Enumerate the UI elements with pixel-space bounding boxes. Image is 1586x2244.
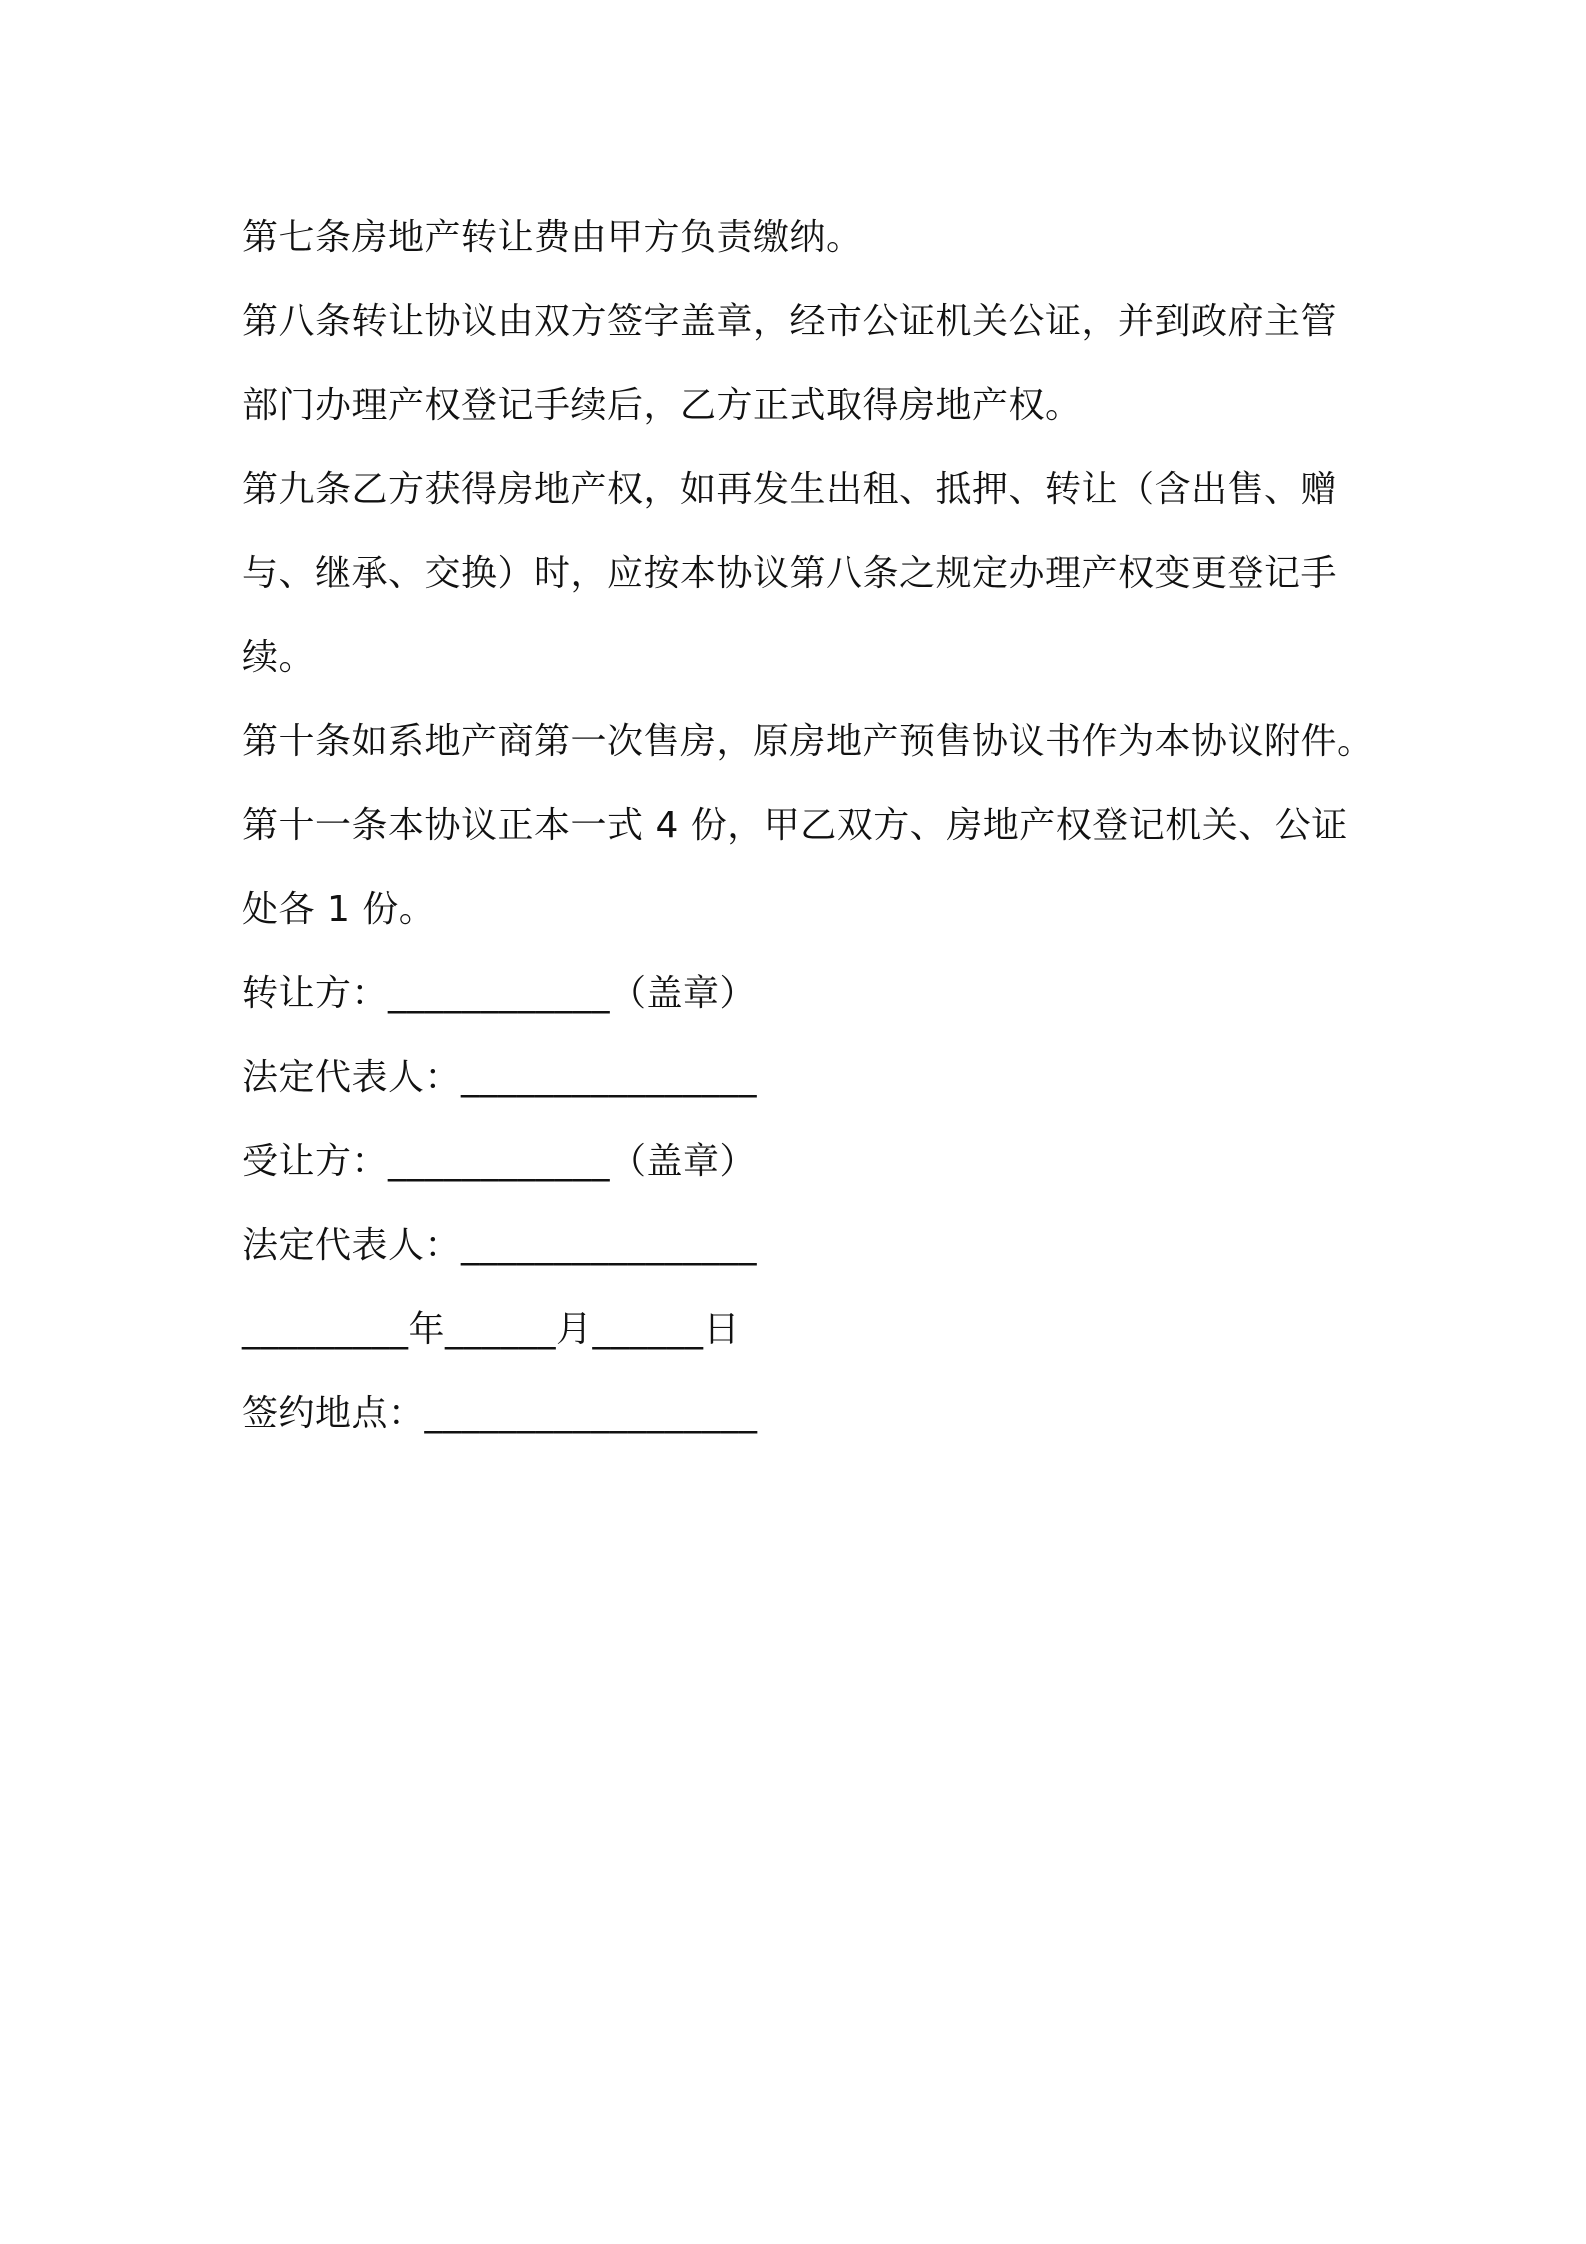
transferor-legal-rep-field: 法定代表人：________________ <box>242 1057 758 1098</box>
article-7 <box>242 196 1382 280</box>
article-11-line: 第十一条本协议正本一式 4 份，甲乙双方、房地产权登记机关、公证 <box>242 805 1348 846</box>
article-9 <box>242 448 1382 700</box>
article-10 <box>242 700 1382 784</box>
article-10-line: 第十条如系地产商第一次售房，原房地产预售协议书作为本协议附件。 <box>242 721 1374 762</box>
article-11 <box>242 784 1382 952</box>
article-8 <box>242 280 1382 448</box>
transferee-legal-rep-field: 法定代表人：________________ <box>242 1225 758 1266</box>
article-7-line: 第七条房地产转让费由甲方负责缴纳。 <box>242 217 863 258</box>
signing-location-field: 签约地点：__________________ <box>242 1393 758 1434</box>
document-body <box>242 196 1382 1456</box>
article-9-line: 第九条乙方获得房地产权，如再发生出租、抵押、转让（含出售、赠 <box>242 469 1338 510</box>
transferor-field: 转让方：____________（盖章） <box>242 973 757 1014</box>
article-8-line: 第八条转让协议由双方签字盖章，经市公证机关公证，并到政府主管 <box>242 301 1338 342</box>
transferee-field: 受让方：____________（盖章） <box>242 1141 757 1182</box>
article-8-line: 部门办理产权登记手续后，乙方正式取得房地产权。 <box>242 385 1082 426</box>
article-9-line: 续。 <box>242 637 316 678</box>
article-11-line: 处各 1 份。 <box>242 889 436 930</box>
signature-block <box>242 952 1382 1456</box>
article-9-line: 与、继承、交换）时，应按本协议第八条之规定办理产权变更登记手 <box>242 553 1338 594</box>
date-field: _________年______月______日 <box>242 1309 740 1350</box>
